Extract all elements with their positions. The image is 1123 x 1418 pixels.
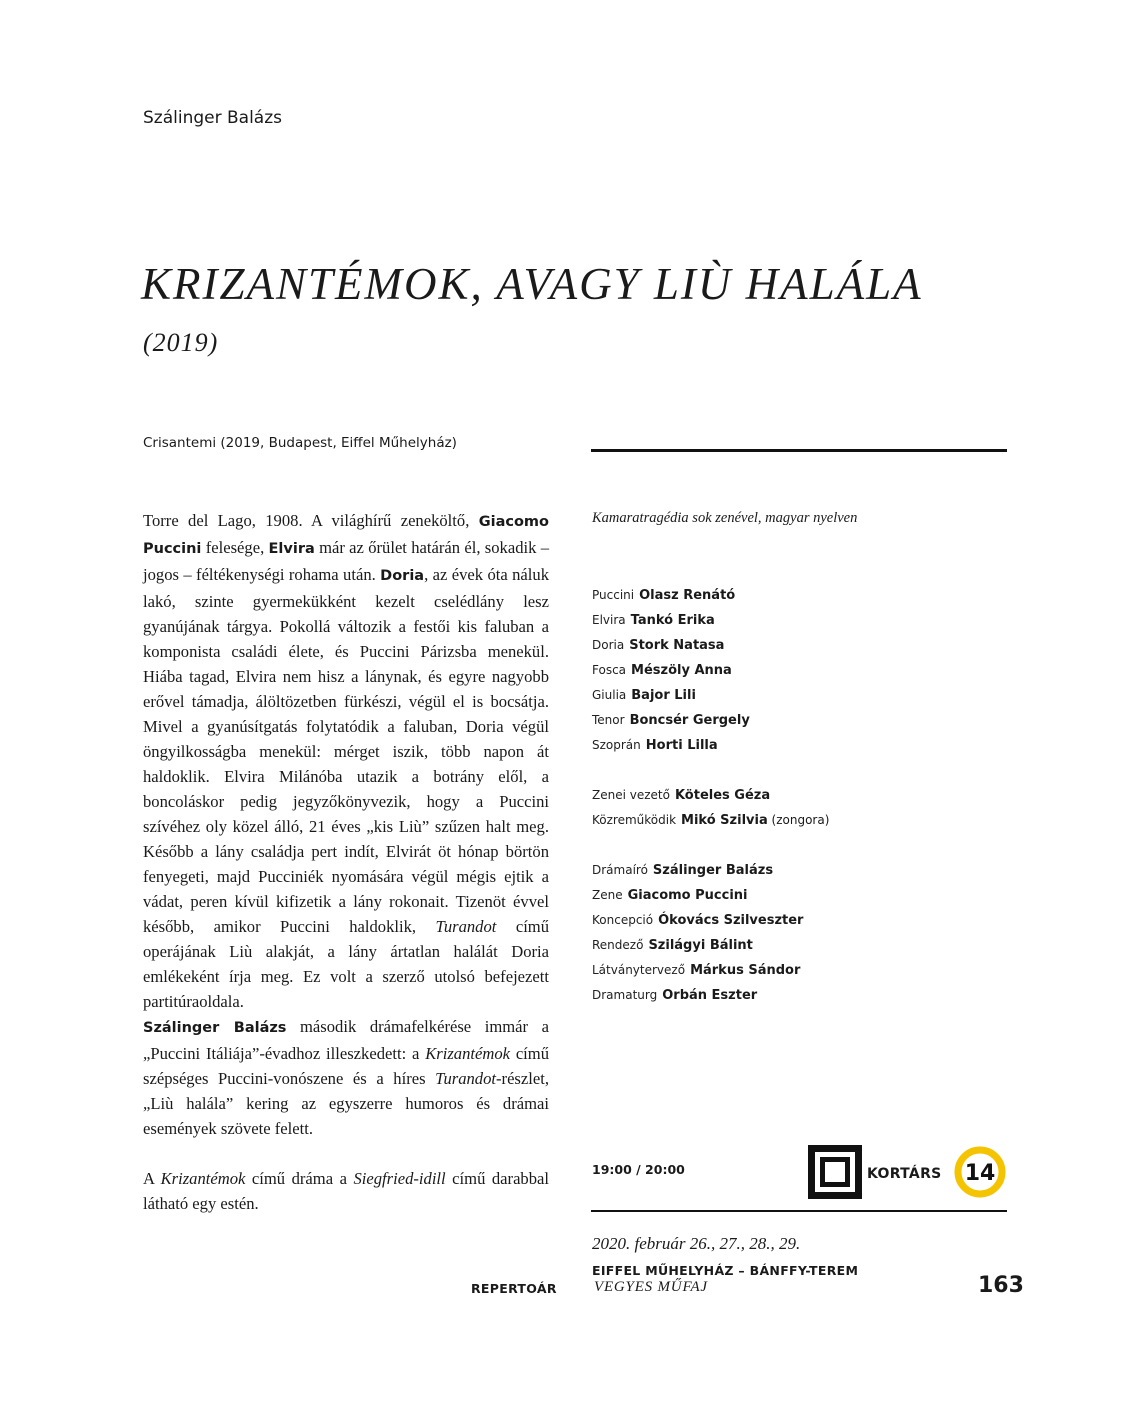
credit-row xyxy=(592,933,1012,958)
credit-name: Olasz Renátó xyxy=(639,588,736,603)
credit-name: Bajor Lili xyxy=(631,688,696,703)
author-name: Szálinger Balázs xyxy=(143,108,282,128)
credits-gap xyxy=(592,758,1012,783)
text-run: Torre del Lago, 1908. A világhírű zeneköltő, xyxy=(143,511,479,530)
italic-run: Krizantémok xyxy=(425,1044,510,1063)
text-run: című operájának Liù alakját, a lány ártatlan halálát Doria emlékeként írja meg. Ez volt a szerző utolsó befejezett partitúraoldala. xyxy=(143,917,550,1011)
credit-name: Köteles Géza xyxy=(674,788,771,803)
music-group xyxy=(592,783,1012,833)
italic-run: Krizantémok xyxy=(160,1169,246,1188)
credit-role: Giulia xyxy=(592,688,627,702)
credit-name: Ókovács Szilveszter xyxy=(658,913,804,928)
performance-dates: 2020. február 26., 27., 28., 29. xyxy=(592,1234,801,1253)
footer-category: VEGYES MŰFAJ xyxy=(594,1279,708,1295)
credit-role: Drámaíró xyxy=(592,863,648,877)
credit-name: Horti Lilla xyxy=(645,738,718,753)
page-number: 163 xyxy=(978,1273,1024,1298)
credit-role: Zenei vezető xyxy=(592,788,670,802)
credit-role: Elvira xyxy=(592,613,626,627)
original-title-note: Crisantemi (2019, Budapest, Eiffel Műhelyház) xyxy=(143,435,457,451)
credit-row xyxy=(592,958,1012,983)
text-run: második drámafelkérése immár a „Puccini Itáliája”-évadhoz illeszkedett: a xyxy=(143,1017,549,1063)
credit-row xyxy=(592,908,1012,933)
text-run: már az őrület határán él, sokadik – jogos – féltékenységi rohama után. xyxy=(143,538,550,584)
credit-name: Orbán Eszter xyxy=(662,988,758,1003)
text-run: című darabbal látható egy estén. xyxy=(143,1169,550,1213)
cast-group xyxy=(592,583,1012,758)
credit-name: Boncsér Gergely xyxy=(629,713,750,728)
credit-row xyxy=(592,658,1012,683)
credit-name: Mészöly Anna xyxy=(631,663,732,678)
text-run: A xyxy=(143,1169,161,1188)
credit-row xyxy=(592,783,1012,808)
credit-row xyxy=(592,683,1012,708)
bold-run: Doria xyxy=(380,568,425,584)
credit-role: Puccini xyxy=(592,588,635,602)
description-paragraph-2 xyxy=(143,1014,549,1141)
text-run: című szépséges Puccini-vonószene és a híres xyxy=(143,1044,549,1088)
text-run: , az évek óta náluk lakó, szinte gyermekükként kezelt cselédlány lesz gyanújának tárgya. Pokollá változik a festői kis faluban a komponista családi élete, és Puccini Párizsba menekül. Hiába tagad, Elvira nem hisz a lánynak, és egyre nagyobb erővel támadja, álöltözetben fürkészi, végül el is bocsátja. Mivel a gyanúsítgatás folytatódik a faluban, Doria végül öngyilkosságba menekül: mérget iszik, több napon át haldoklik. Elvira Milánóba utazik a botrány elől, a boncoláskor pedig jegyzőkönyvezik, hogy a Puccini szívéhez oly közel álló, 21 éves „kis Liù” szűzen halt meg. Később a lány családja pert indít, Elvirát öt hónap börtön fenyegeti, majd Pucciniék nyomására végül mégis ejtik a vádat, peren kívül kifizetik a lány rokonait. Tizenöt évvel később, amikor Puccini haldoklik, xyxy=(143,565,549,936)
credits-list xyxy=(592,583,1012,1008)
title-year: (2019) xyxy=(143,328,219,357)
credit-row xyxy=(592,858,1012,883)
text-run: című dráma a xyxy=(245,1169,354,1188)
genre-line: Kamaratragédia sok zenével, magyar nyelven xyxy=(592,510,858,526)
performance-time: 19:00 / 20:00 xyxy=(592,1162,685,1177)
italic-run: Siegfried-idill xyxy=(353,1169,446,1188)
credit-role: Doria xyxy=(592,638,625,652)
double-bill-note xyxy=(143,1166,549,1216)
credit-role: Tenor xyxy=(592,713,625,727)
bold-run: Elvira xyxy=(268,541,315,557)
credit-name: Tankó Erika xyxy=(630,613,715,628)
creators-group xyxy=(592,858,1012,1008)
credit-role: Szoprán xyxy=(592,738,641,752)
credit-extra: (zongora) xyxy=(767,813,830,827)
credit-role: Látványtervező xyxy=(592,963,686,977)
credits-gap xyxy=(592,833,1012,858)
credit-role: Közreműködik xyxy=(592,813,677,827)
text-run: felesége, xyxy=(201,538,269,557)
venue-name: EIFFEL MŰHELYHÁZ – BÁNFFY-TEREM xyxy=(592,1263,859,1278)
credit-name: Giacomo Puccini xyxy=(627,888,748,903)
credit-role: Rendező xyxy=(592,938,644,952)
age-rating-badge xyxy=(954,1146,1006,1198)
italic-run: Turandot xyxy=(435,917,497,936)
credit-role: Fosca xyxy=(592,663,627,677)
page-title: KRIZANTÉMOK, AVAGY LIÙ HALÁLA xyxy=(141,259,923,309)
bold-run: Giacomo Puccini xyxy=(143,514,549,557)
credit-row xyxy=(592,808,1012,833)
age-rating-value: 14 xyxy=(964,1161,996,1186)
credit-role: Dramaturg xyxy=(592,988,658,1002)
credit-row xyxy=(592,733,1012,758)
text-run: -részlet, „Liù halála” kering az egyszerre humoros és drámai események szövete felett. xyxy=(143,1069,549,1138)
credit-name: Szálinger Balázs xyxy=(652,863,774,878)
top-divider xyxy=(591,449,1007,452)
bottom-divider xyxy=(591,1210,1007,1212)
credit-row xyxy=(592,708,1012,733)
italic-run: Turandot xyxy=(435,1069,497,1088)
credit-row xyxy=(592,608,1012,633)
credit-role: Koncepció xyxy=(592,913,654,927)
credit-name: Mikó Szilvia xyxy=(681,813,768,828)
credit-name: Stork Natasa xyxy=(629,638,725,653)
bold-run: Szálinger Balázs xyxy=(143,1020,287,1036)
description-text xyxy=(143,508,549,1216)
credit-role: Zene xyxy=(592,888,623,902)
credit-row xyxy=(592,633,1012,658)
credit-row xyxy=(592,583,1012,608)
footer-section: REPERTOÁR xyxy=(471,1281,557,1296)
series-label: KORTÁRS xyxy=(867,1166,942,1182)
credit-name: Szilágyi Bálint xyxy=(648,938,753,953)
credit-name: Márkus Sándor xyxy=(690,963,801,978)
credit-row xyxy=(592,983,1012,1008)
description-paragraph-1 xyxy=(143,508,549,1014)
credit-row xyxy=(592,883,1012,908)
kortars-logo-icon xyxy=(808,1145,862,1199)
